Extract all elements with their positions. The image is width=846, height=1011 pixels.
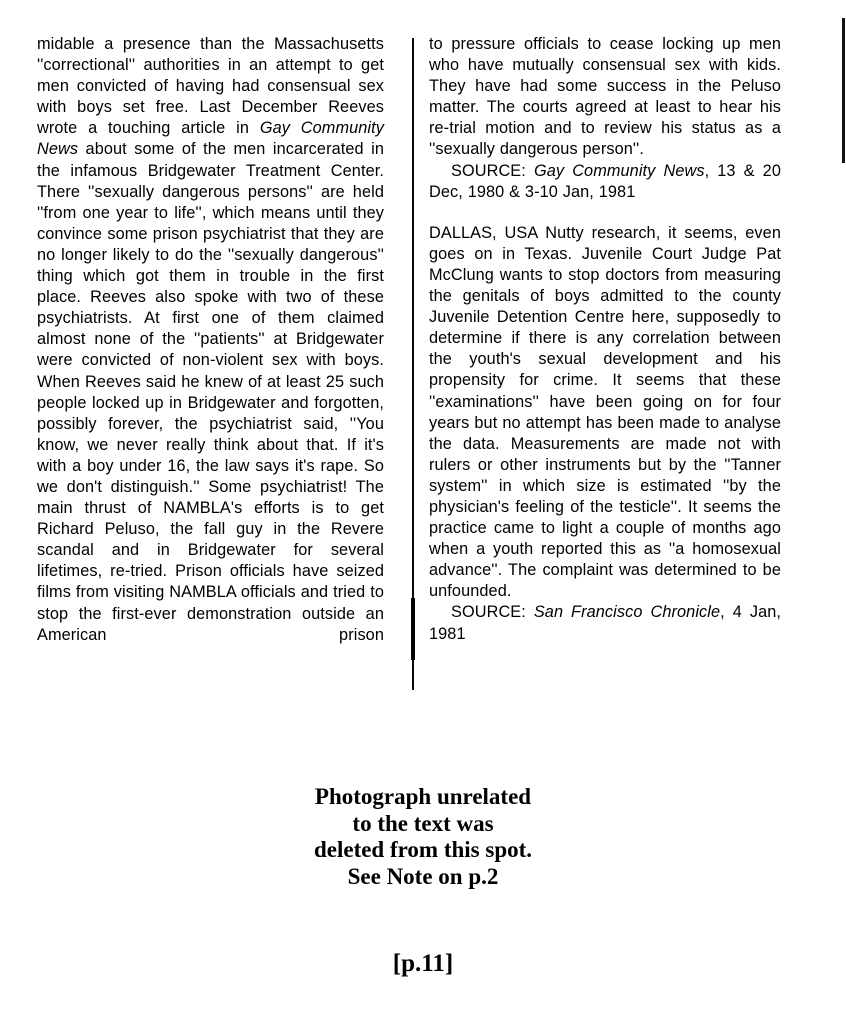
- article-2-source: [429, 602, 781, 644]
- source-publication-san-francisco-chronicle: San Francisco Chronicle: [533, 603, 721, 622]
- source-date: , 13 & 20 Dec, 1980 & 3-10 Jan, 1981: [429, 161, 781, 201]
- article-1-body: to pressure officials to cease locking up men who have mutually consensual sex with kids. They have had some success in the Peluso matter. The courts agreed at least to hear his re-trial motion and to review his status as a ''sexually dangerous person''.: [429, 35, 781, 159]
- left-body-text-part-1: midable a presence than the Massachusetts ''correctional'' authorities in an attempt to get men convicted of having had consensual sex with boys set free. Last December Reeves wrote a touching article in: [37, 35, 384, 138]
- photo-note-line-3: deleted from this spot.: [313, 837, 533, 862]
- photo-note-line-2: to the text was: [352, 810, 494, 836]
- source-date: , 4 Jan, 1981: [429, 603, 781, 643]
- left-body-text-part-2: about some of the men incarcerated in the infamous Bridgewater Treatment Center. There ''sexually dangerous persons'' are held ''from one year to life'', which means until they convince some prison psychiatrist that they are no longer likely to do the ''sexually dangerous'' thing which got them in trouble in the first place. Reeves also spoke with two of these psychiatrists. At first one of them claimed almost none of the ''patients'' at Bridgewater were convicted of non-violent sex with boys. When Reeves said he knew of at least 25 such people locked up in Bridgewater and forgotten, possibly forever, the psychiatrist said, ''You know, we never really think about that. If it's with a boy under 16, the law says it's rape. So we don't distinguish.'' Some psychiatrist! The main thrust of NAMBLA's efforts is to get Richard Peluso, the fall guy in the Revere scandal and in Bridgewater for several lifetimes, re-tried. Prison officials have seized films from visiting NAMBLA officials and tried to stop the first-ever demonstration outside an American prison: [37, 140, 384, 644]
- left-column-body: [37, 34, 384, 646]
- source-publication-gay-community-news: Gay Community News: [533, 161, 705, 180]
- right-column: [429, 34, 781, 645]
- photo-note-line-4: See Note on p.2: [347, 863, 499, 889]
- column-divider-rule: [412, 38, 414, 690]
- publication-title-gay-community-news: Gay Community News: [37, 119, 384, 159]
- left-column: [37, 34, 384, 646]
- scan-edge-artifact-right: [842, 18, 845, 163]
- photo-note-line-1: Photograph unrelated: [314, 784, 532, 809]
- source-label: SOURCE:: [451, 161, 526, 180]
- source-label: SOURCE:: [451, 603, 526, 622]
- article-2-body: DALLAS, USA Nutty research, it seems, even goes on in Texas. Juvenile Court Judge Pat McClung wants to stop doctors from measuring the genitals of boys admitted to the county Juvenile Detention Centre here, supposedly to determine if there is any correlation between the youth's sexual development and his propensity for crime. It seems that these ''examinations'' have been going on for four years but no attempt has been made to analyse the data. Measurements are made not with rulers or other instruments but by the ''Tanner system'' in which size is estimated ''by the physician's feeling of the testicle''. It seems the practice came to light a couple of months ago when a youth reported this as ''a homosexual advance''. The complaint was determined to be unfounded.: [429, 223, 781, 601]
- page-number: [p.11]: [392, 950, 454, 977]
- article-1-source: [429, 161, 781, 203]
- photo-removed-note: [0, 784, 846, 890]
